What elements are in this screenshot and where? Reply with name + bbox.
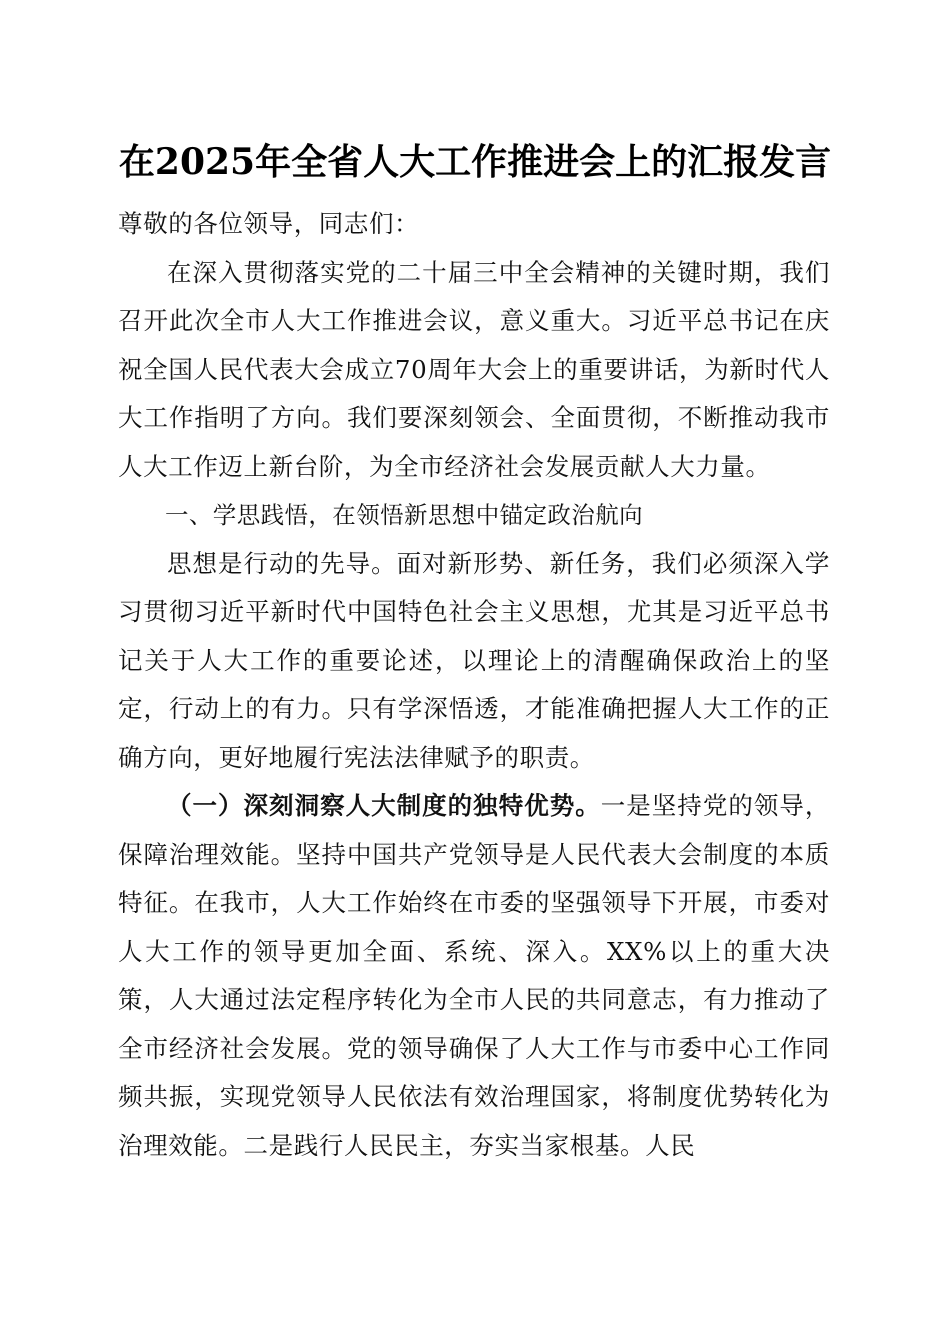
intro-paragraph: 在深入贯彻落实党的二十届三中全会精神的关键时期，我们召开此次全市人大工作推进会议，意义重大。习近平总书记在庆祝全国人民代表大会成立70周年大会上的重要讲话，为新时代人大工作指明了方向。我们要深刻领会、全面贯彻，不断推动我市人大工作迈上新台阶，为全市经济社会发展贡献人大力量。 — [118, 257, 830, 481]
subsection-1-body: 一是坚持党的领导，保障治理效能。坚持中国共产党领导是人民代表大会制度的本质特征。在我市，人大工作始终在市委的坚强领导下开展，市委对人大工作的领导更加全面、系统、深入。XX%以上的重大决策，人大通过法定程序转化为全市人民的共同意志，有力推动了全市经济社会发展。党的领导确保了人大工作与市委中心工作同频共振，实现党领导人民依法有效治理国家，将制度优势转化为治理效能。二是践行人民民主，夯实当家根基。人民 — [118, 791, 830, 1160]
subsection-1-lead: （一）深刻洞察人大制度的独特优势。 — [167, 791, 601, 820]
section-1-paragraph: 思想是行动的先导。面对新形势、新任务，我们必须深入学习贯彻习近平新时代中国特色社会主义思想，尤其是习近平总书记关于人大工作的重要论述，以理论上的清醒确保政治上的坚定，行动上的有力。只有学深悟透，才能准确把握人大工作的正确方向，更好地履行宪法法律赋予的职责。 — [118, 548, 830, 772]
section-1-heading: 一、学思践悟，在领悟新思想中锚定政治航向 — [165, 501, 643, 529]
subsection-1-paragraph — [118, 782, 830, 1170]
document-title: 在2025年全省人大工作推进会上的汇报发言 — [118, 141, 832, 183]
document-body — [118, 200, 830, 1170]
salutation: 尊敬的各位领导，同志们： — [118, 209, 420, 238]
